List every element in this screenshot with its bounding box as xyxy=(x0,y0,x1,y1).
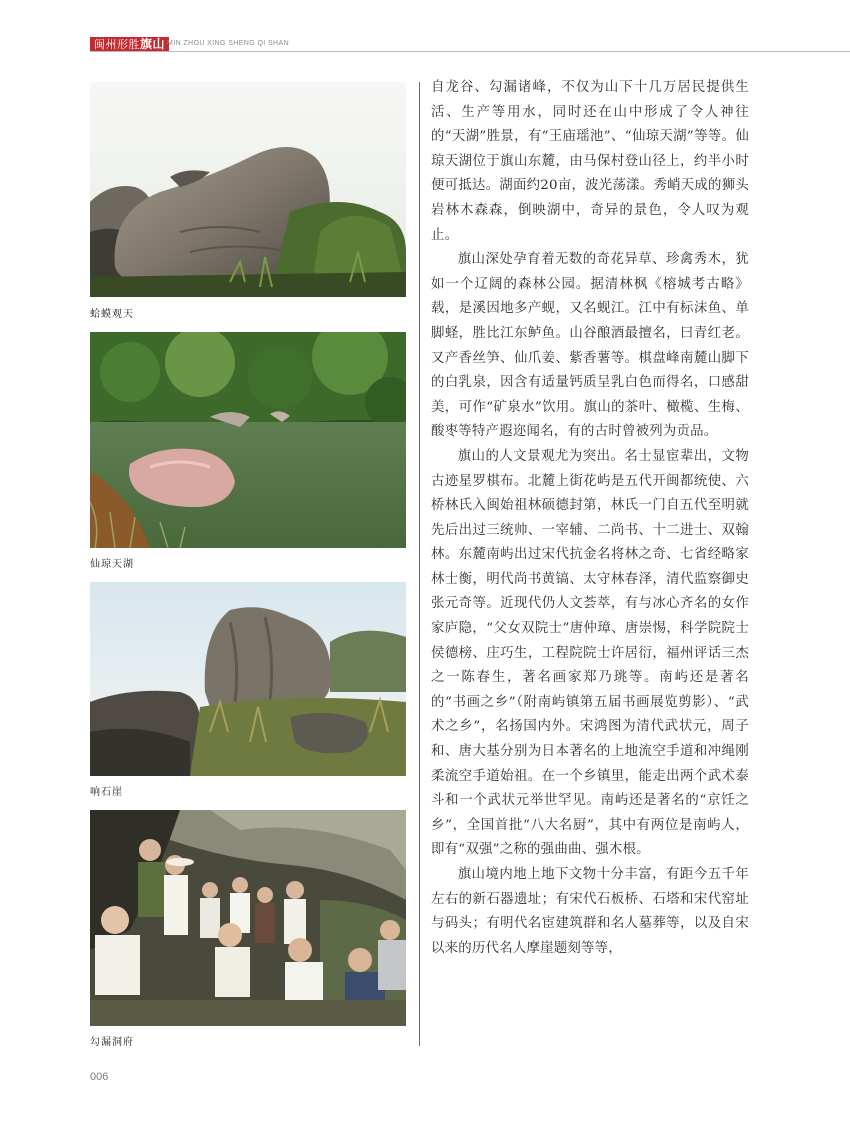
section-title-prefix: 闽州形胜 xyxy=(94,38,140,51)
article-paragraph: 旗山深处孕育着无数的奇花异草、珍禽秀木，犹如一个辽阔的森林公园。据清林枫《榕城考古略》载，是溪因地多产蚬，又名蚬江。江中有标沫鱼、单脚蛏，胜比江东鲈鱼。山谷酿酒最擅名，曰青红老。又产香丝笋、仙爪姜、紫香薯等。棋盘峰南麓山脚下的白乳泉，因含有适量钙质呈乳白色而得名，口感甜美，可作“矿泉水”饮用。旗山的茶叶、橄榄、生梅、酸枣等特产遐迩闻名，有的古时曾被列为贡品。 xyxy=(431,252,749,440)
page-header xyxy=(0,0,850,56)
article-paragraph: 旗山境内地上地下文物十分丰富，有距今五千年左右的新石器遗址；有宋代石板桥、石塔和宋代窑址与码头；有明代名宦建筑群和名人墓葬等，以及自宋以来的历代名人摩崖题刻等等， xyxy=(431,867,749,956)
photo-caption: 勾漏洞府 xyxy=(90,1037,134,1048)
photo-caption: 仙琼天湖 xyxy=(90,559,134,570)
photo-echo-cliff xyxy=(90,582,406,776)
section-subtitle: MIN ZHOU XING SHENG QI SHAN xyxy=(167,40,290,47)
section-title-tag xyxy=(90,37,169,52)
header-rule xyxy=(90,51,850,52)
photo-caption: 蛤蟆观天 xyxy=(90,309,134,320)
section-title-strong: 旗山 xyxy=(140,37,166,51)
page-number: 006 xyxy=(90,1071,109,1083)
article-paragraph: 自龙谷、勾漏诸峰，不仅为山下十几万居民提供生活、生产等用水，同时还在山中形成了令人神往的“天湖”胜景，有“王庙瑶池”、“仙琼天湖”等等。仙琼天湖位于旗山东麓，由马保村登山径上，约半小时便可抵达。湖面约20亩，波光荡漾。秀峭天成的狮头岩林木森森，倒映湖中，奇异的景色，令人叹为观止。 xyxy=(431,80,749,243)
photo-goulou-cave xyxy=(90,810,406,1026)
article-paragraph: 旗山的人文景观尤为突出。名士显宦辈出，文物古迹星罗棋布。北麓上街花屿是五代开闽都统使、六桥林氏入闽始祖林硕德封第，林氏一门自五代至明就先后出过三统帅、一宰辅、二尚书、十二进士、双翰林。东麓南屿出过宋代抗金名将林之奇、七省经略家林士衡，明代尚书黄镐、太守林春泽，清代监察御史张元奇等。近现代仍人文荟萃，有与冰心齐名的女作家庐隐，“父女双院士”唐仲璋、唐崇惕，科学院院士侯德榜、庄巧生，工程院院士许居衍，福州评话三杰之一陈春生，著名画家郑乃珧等。南屿还是著名的“书画之乡”（附南屿镇第五届书画展览剪影）、“武术之乡”，名扬国内外。宋鸿图为清代武状元，周子和、唐大基分别为日本著名的上地流空手道和冲绳刚柔流空手道始祖。在一个乡镇里，能走出两个武术泰斗和一个武状元举世罕见。南屿还是著名的“京饪之乡”，全国首批“八大名厨”，其中有两位是南屿人，即有“双强”之称的强曲曲、强木根。 xyxy=(431,448,749,858)
photo-caption: 响石崖 xyxy=(90,787,123,798)
column-divider xyxy=(419,82,420,1046)
article-body xyxy=(431,76,749,961)
photo-toad-rock xyxy=(90,82,406,297)
photo-fairy-lake xyxy=(90,332,406,548)
